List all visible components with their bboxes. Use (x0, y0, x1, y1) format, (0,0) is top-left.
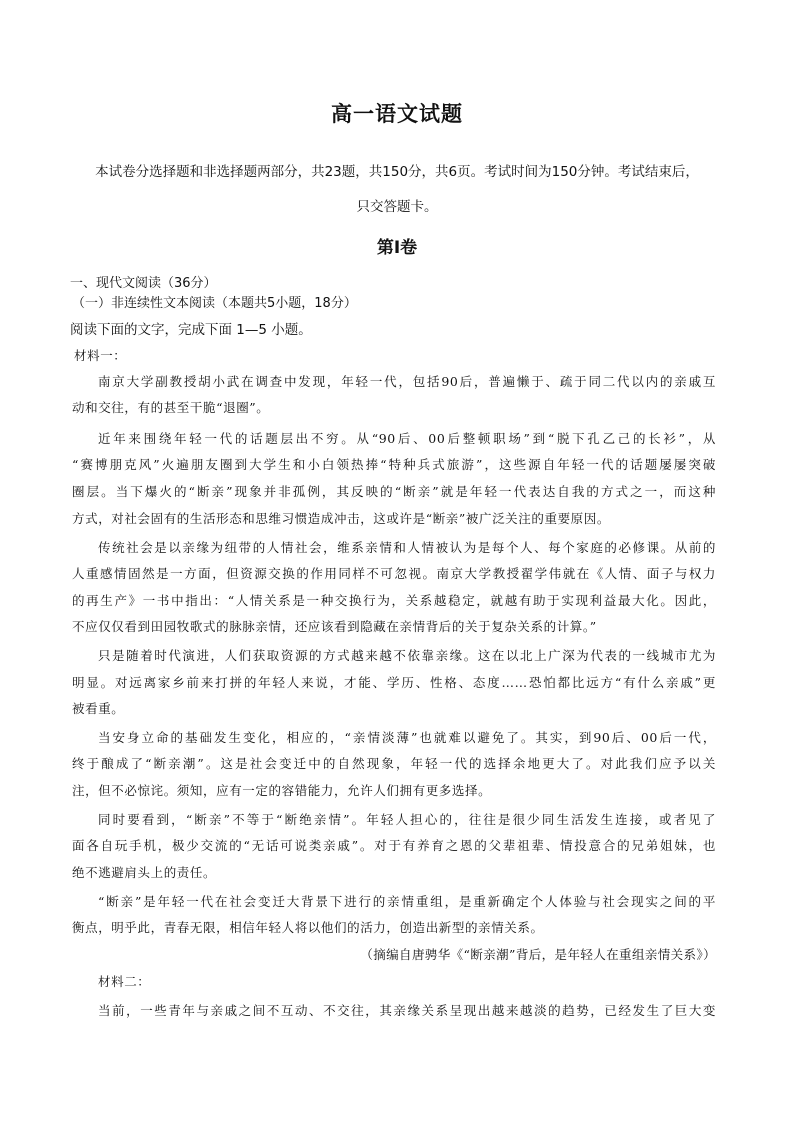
paragraph-line: 人重感情固然是一方面，但资源交换的作用同样不可忽视。南京大学教授翟学伟就在《人情、面子与权力 (72, 566, 716, 581)
section-heading-modern-reading: 一、现代文阅读（36分） (70, 276, 217, 291)
paragraph-line: 传统社会是以亲缘为纽带的人情社会，维系亲情和人情被认为是每个人、每个家庭的必修课。从前的 (98, 540, 716, 555)
paragraph-line: 终于酿成了“断亲潮”。这是社会变迁中的自然现象，年轻一代的选择余地更大了。对此我们应予以关 (72, 756, 716, 771)
paragraph-line: 绝不逃避肩头上的责任。 (72, 865, 217, 880)
subsection-heading-nonlinear-text: （一）非连续性文本阅读（本题共5小题，18分） (72, 296, 357, 311)
paragraph-line: 同时要看到，“断亲”不等于“断绝亲情”。年轻人担心的，往往是很少同生活发生连接，或者见了 (98, 812, 716, 827)
paragraph-line: 近年来围绕年轻一代的话题层出不穷。从“90后、00后整顿职场”到“脱下孔乙己的长衫”，从 (98, 431, 716, 446)
paragraph-line: “赛博朋克风”火遍朋友圈到大学生和小白领热捧“特种兵式旅游”，这些源自年轻一代的话题屡屡突破 (72, 457, 716, 472)
exam-title: 高一语文试题 (331, 101, 463, 126)
exam-intro-line-1: 本试卷分选择题和非选择题两部分，共23题，共150分，共6页。考试时间为150分钟。考试结束后， (95, 164, 699, 180)
paragraph-line: 当前，一些青年与亲戚之间不互动、不交往，其亲缘关系呈现出越来越淡的趋势，已经发生了巨大变 (98, 1003, 716, 1018)
material-label: 材料二： (98, 974, 151, 989)
paragraph-line: 被看重。 (72, 701, 125, 716)
paragraph-line: 不应仅仅看到田园牧歌式的脉脉亲情，还应该看到隐藏在亲情背后的关于复杂关系的计算。” (72, 619, 597, 634)
paragraph-line: 南京大学副教授胡小武在调查中发现，年轻一代，包括90后，普遍懒于、疏于同二代以内的亲戚互 (98, 374, 716, 389)
paragraph-line: 的再生产》一书中指出：“人情关系是一种交换行为，关系越稳定，就越有助于实现利益最大化。因此， (72, 593, 716, 608)
paragraph-line: 方式，对社会固有的生活形态和思维习惯造成冲击，这或许是“断亲”被广泛关注的重要原因。 (72, 511, 610, 526)
exam-intro-line-2: 只交答题卡。 (356, 199, 438, 215)
paragraph-line: “断亲”是年轻一代在社会变迁大背景下进行的亲情重组，是重新确定个人体验与社会现实之间的平 (98, 894, 716, 909)
material-label: 材料一： (74, 348, 127, 363)
paragraph-line: 面各自玩手机，极少交流的“无话可说类亲戚”。对于有养育之恩的父辈祖辈、情投意合的兄弟姐妹，也 (72, 838, 716, 853)
reading-instruction: 阅读下面的文字，完成下面 1—5 小题。 (70, 322, 312, 338)
paragraph-line: 圈层。当下爆火的“断亲”现象并非孤例，其反映的“断亲”就是年轻一代表达自我的方式之一，而这种 (72, 484, 716, 499)
paragraph-line: 明显。对远离家乡前来打拼的年轻人来说，才能、学历、性格、态度……恐怕都比远方“有什么亲戚”更 (72, 675, 716, 690)
paragraph-line: 注，但不必惊诧。须知，应有一定的容错能力，允许人们拥有更多选择。 (72, 783, 492, 798)
paragraph-line: 衡点，明乎此，青春无限，相信年轻人将以他们的活力，创造出新型的亲情关系。 (72, 920, 544, 935)
paragraph-line: 当安身立命的基础发生变化，相应的，“亲情淡薄”也就难以避免了。其实，到90后、00后一代， (98, 730, 716, 745)
paragraph-line: 只是随着时代演进，人们获取资源的方式越来越不依靠亲缘。这在以北上广深为代表的一线城市尤为 (98, 648, 716, 663)
volume-heading: 第Ⅰ卷 (376, 238, 418, 258)
material-source-citation: （摘编自唐骋华《“断亲潮”背后，是年轻人在重组亲情关系》） (360, 947, 716, 962)
paragraph-line: 动和交往，有的甚至干脆“退圈”。 (72, 400, 270, 415)
